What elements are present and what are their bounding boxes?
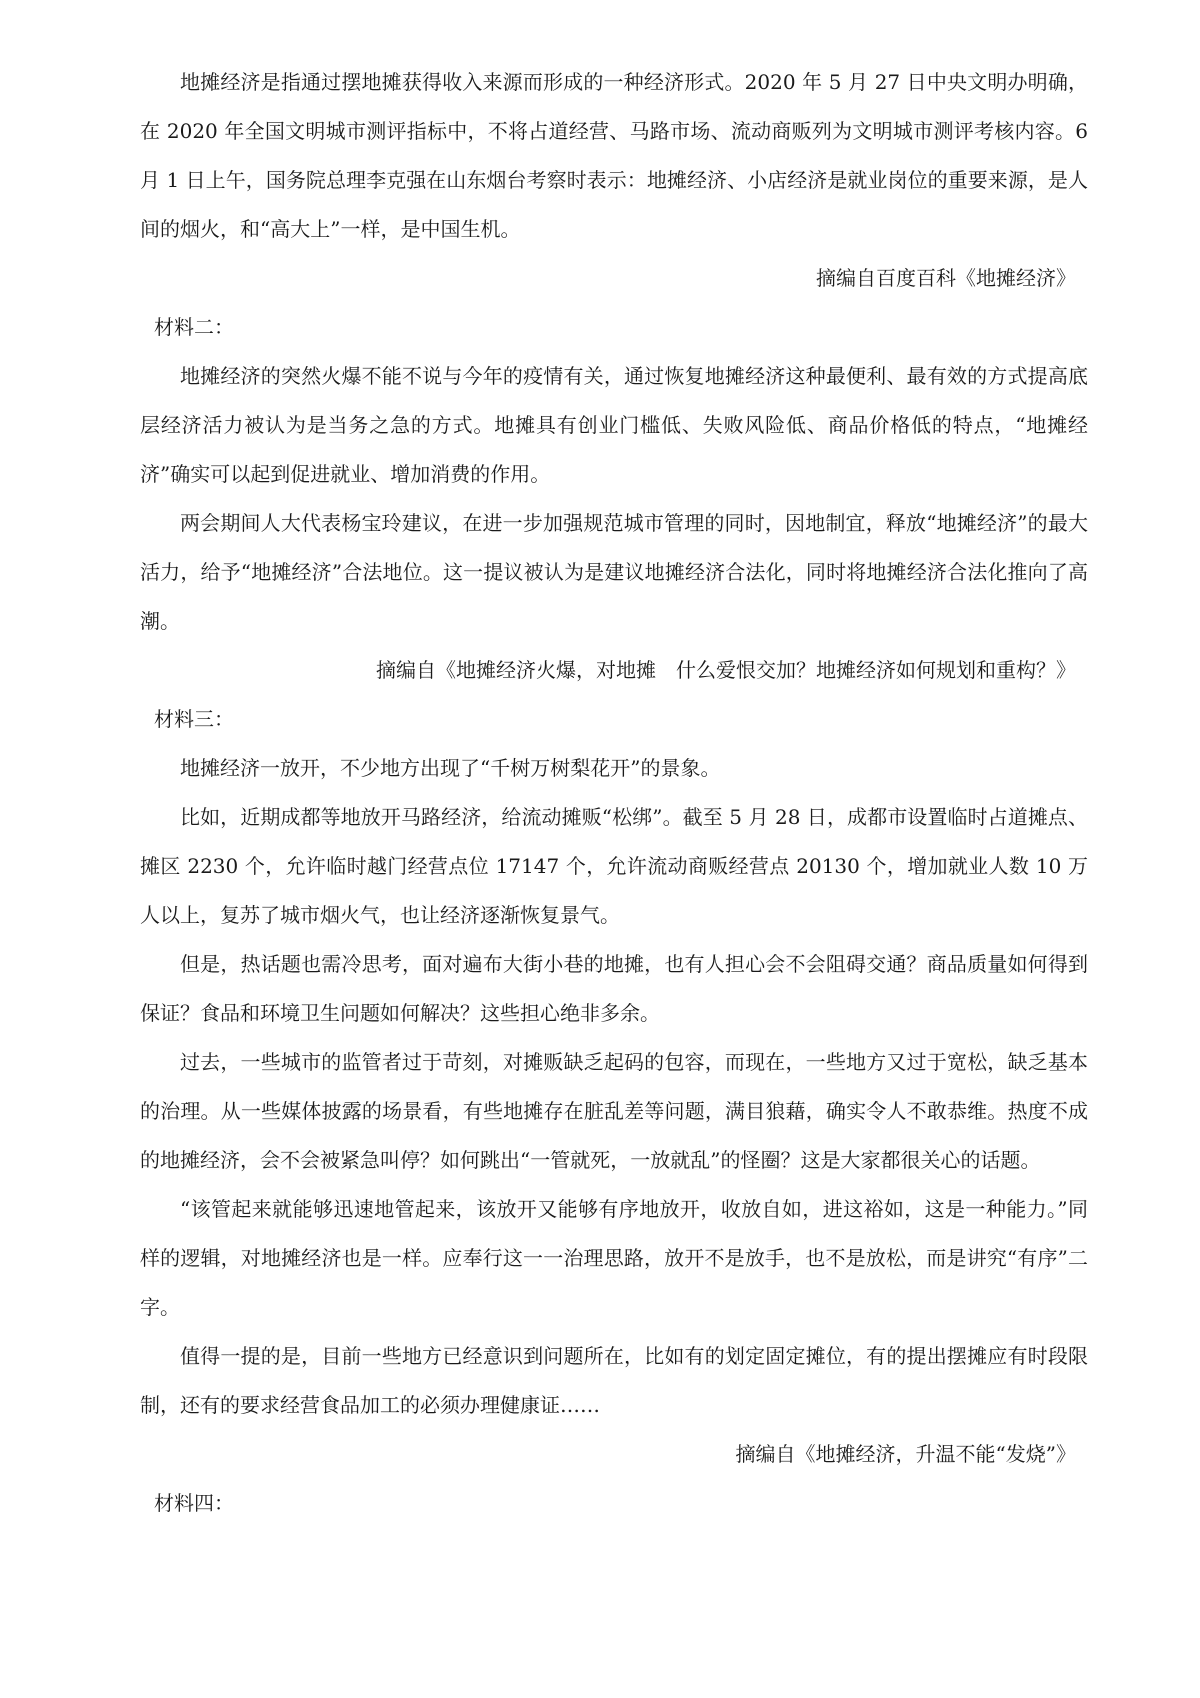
paragraph-material-2-a: 地摊经济的突然火爆不能不说与今年的疫情有关，通过恢复地摊经济这种最便利、最有效的方式提高底层经济活力被认为是当务之急的方式。地摊具有创业门槛低、失败风险低、商品价格低的特点，“地摊经济”确实可以起到促进就业、增加消费的作用。: [140, 364, 1088, 486]
paragraph-material-3-e: “该管起来就能够迅速地管起来，该放开又能够有序地放开，收放自如，进这裕如，这是一种能力。”同样的逻辑，对地摊经济也是一样。应奉行这一一治理思路，放开不是放手，也不是放松，而是讲究“有序”二字。: [140, 1197, 1088, 1319]
heading-material-4: 材料四：: [154, 1491, 234, 1515]
heading-material-3: 材料三：: [154, 707, 234, 731]
paragraph-intro: 地摊经济是指通过摆地摊获得收入来源而形成的一种经济形式。2020 年 5 月 27 日中央文明办明确，在 2020 年全国文明城市测评指标中，不将占道经营、马路市场、流动商贩列为文明城市测评考核内容。6 月 1 日上午，国务院总理李克强在山东烟台考察时表示：地摊经济、小店经济是就业岗位的重要来源，是人间的烟火，和“高大上”一样，是中国生机。: [140, 70, 1088, 241]
paragraph-material-3-a: 地摊经济一放开，不少地方出现了“千树万树梨花开”的景象。: [180, 756, 721, 780]
paragraph-material-3-d: 过去，一些城市的监管者过于苛刻，对摊贩缺乏起码的包容，而现在，一些地方又过于宽松，缺乏基本的治理。从一些媒体披露的场景看，有些地摊存在脏乱差等问题，满目狼藉，确实令人不敢恭维。热度不成的地摊经济，会不会被紧急叫停？如何跳出“一管就死，一放就乱”的怪圈？这是大家都很关心的话题。: [140, 1050, 1088, 1172]
source-citation-2: 摘编自《地摊经济火爆，对地摊 什么爱恨交加？地摊经济如何规划和重构？》: [376, 658, 1076, 682]
heading-material-2: 材料二：: [154, 315, 234, 339]
paragraph-material-3-f: 值得一提的是，目前一些地方已经意识到问题所在，比如有的划定固定摊位，有的提出摆摊应有时段限制，还有的要求经营食品加工的必须办理健康证……: [140, 1344, 1088, 1417]
paragraph-material-2-b: 两会期间人大代表杨宝玲建议，在进一步加强规范城市管理的同时，因地制宜，释放“地摊经济”的最大活力，给予“地摊经济”合法地位。这一提议被认为是建议地摊经济合法化，同时将地摊经济合法化推向了高潮。: [140, 511, 1088, 633]
paragraph-material-3-c: 但是，热话题也需冷思考，面对遍布大街小巷的地摊，也有人担心会不会阻碍交通？商品质量如何得到保证？食品和环境卫生问题如何解决？这些担心绝非多余。: [140, 952, 1088, 1025]
paragraph-material-3-b: 比如，近期成都等地放开马路经济，给流动摊贩“松绑”。截至 5 月 28 日，成都市设置临时占道摊点、摊区 2230 个，允许临时越门经营点位 17147 个，允许流动商贩经营点 20130 个，增加就业人数 10 万人以上，复苏了城市烟火气，也让经济逐渐恢复景气。: [140, 805, 1088, 927]
source-citation-3: 摘编自《地摊经济，升温不能“发烧”》: [735, 1442, 1076, 1466]
source-citation-1: 摘编自百度百科《地摊经济》: [816, 266, 1076, 290]
